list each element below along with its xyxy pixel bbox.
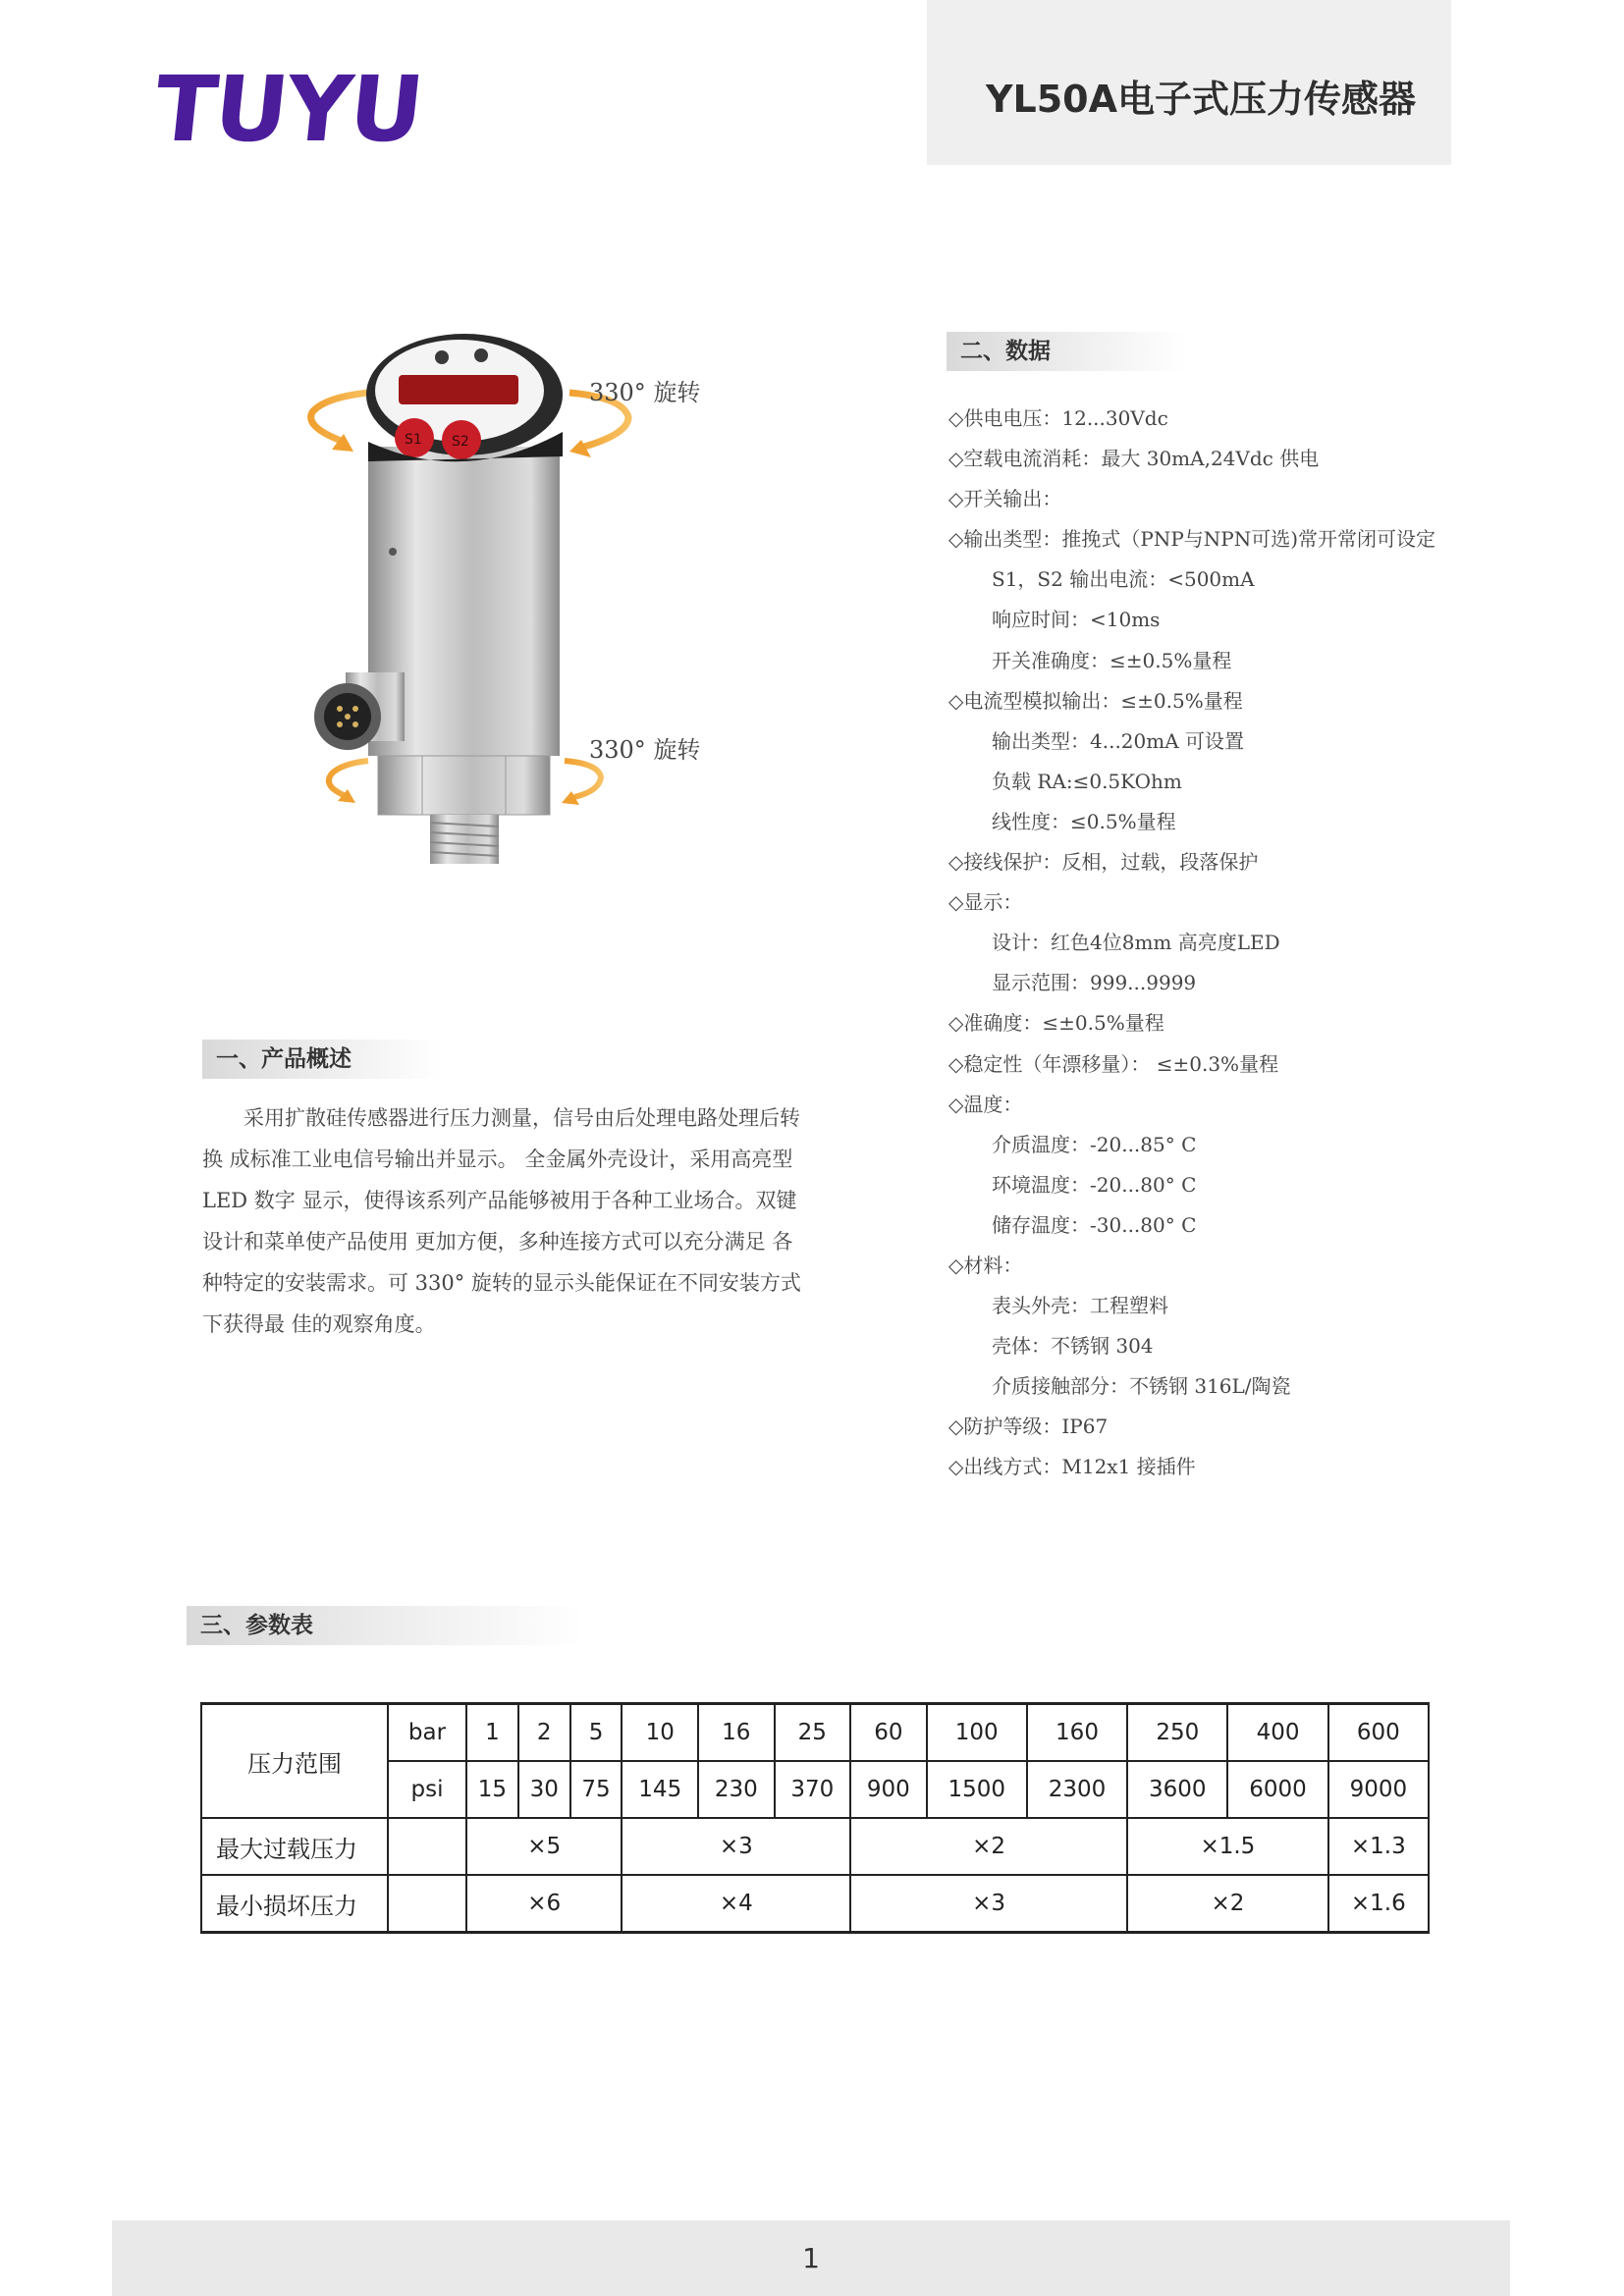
section-header-data: 二、数据 — [947, 332, 1186, 371]
spec-line: ◇稳定性（年漂移量）： ≤±0.3%量程 — [948, 1051, 1279, 1076]
bar-value: 2 — [518, 1704, 570, 1762]
bar-value: 100 — [927, 1704, 1027, 1762]
psi-value: 900 — [850, 1761, 927, 1818]
spec-line: 介质温度：-20...85° C — [992, 1132, 1197, 1156]
bar-value: 160 — [1027, 1704, 1127, 1762]
spec-line: 环境温度：-20...80° C — [992, 1172, 1197, 1197]
burst-value: ×6 — [466, 1875, 622, 1933]
spec-line: 表头外壳：工程塑料 — [992, 1294, 1168, 1318]
section-header-overview: 一、产品概述 — [202, 1040, 442, 1079]
psi-value: 75 — [570, 1761, 623, 1818]
bar-value: 1 — [466, 1704, 518, 1762]
overload-value: ×1.3 — [1328, 1818, 1429, 1875]
overload-value: ×1.5 — [1127, 1818, 1328, 1875]
bar-value: 250 — [1127, 1704, 1227, 1762]
spec-line: 设计：红色4位8mm 高亮度LED — [992, 931, 1280, 955]
psi-value: 230 — [698, 1761, 775, 1818]
bar-value: 10 — [622, 1704, 698, 1762]
psi-unit-label: psi — [388, 1761, 466, 1818]
spec-line: ◇准确度：≤±0.5%量程 — [948, 1011, 1164, 1036]
burst-value: ×2 — [1127, 1875, 1328, 1933]
page-number: 1 — [802, 2242, 820, 2274]
parameter-table — [200, 1702, 1430, 1934]
psi-value: 370 — [775, 1761, 851, 1818]
overload-value: ×3 — [622, 1818, 850, 1875]
page-footer — [112, 2220, 1510, 2296]
psi-value: 3600 — [1127, 1761, 1227, 1818]
spec-line: 线性度：≤0.5%量程 — [992, 809, 1176, 833]
overload-value: ×2 — [850, 1818, 1127, 1875]
rotation-label-bottom: 330° 旋转 — [589, 736, 701, 764]
burst-label: 最小损坏压力 — [201, 1875, 388, 1933]
spec-line: ◇供电电压：12...30Vdc — [948, 406, 1168, 430]
burst-value: ×1.6 — [1328, 1875, 1429, 1933]
bar-value: 60 — [850, 1704, 927, 1762]
rotation-label-top: 330° 旋转 — [589, 379, 701, 406]
spec-line: ◇接线保护：反相，过载，段落保护 — [948, 850, 1259, 875]
table-row-bar — [201, 1704, 1429, 1762]
spec-line: 介质接触部分：不锈钢 316L/陶瓷 — [992, 1374, 1291, 1399]
title-box — [927, 0, 1451, 165]
burst-value: ×3 — [850, 1875, 1127, 1933]
spec-line: ◇温度： — [948, 1092, 1023, 1116]
psi-value: 15 — [466, 1761, 518, 1818]
spec-line: ◇防护等级：IP67 — [948, 1415, 1109, 1439]
psi-value: 6000 — [1227, 1761, 1327, 1818]
button-s2-label: S2 — [452, 434, 469, 450]
bar-value: 400 — [1227, 1704, 1327, 1762]
spec-line: 输出类型：4...20mA 可设置 — [992, 728, 1245, 753]
psi-value: 9000 — [1328, 1761, 1429, 1818]
pressure-range-label: 压力范围 — [201, 1704, 388, 1819]
empty-cell — [388, 1818, 466, 1875]
spec-line: 储存温度：-30...80° C — [992, 1212, 1197, 1237]
empty-cell — [388, 1875, 466, 1933]
spec-line: 负载 RA:≤0.5KOhm — [992, 769, 1182, 793]
overload-label: 最大过载压力 — [201, 1818, 388, 1875]
spec-line: 开关准确度：≤±0.5%量程 — [992, 648, 1232, 672]
bar-value: 25 — [775, 1704, 851, 1762]
spec-line: ◇电流型模拟输出：≤±0.5%量程 — [948, 688, 1243, 713]
spec-line: 响应时间：<10ms — [992, 608, 1161, 632]
spec-line: S1，S2 输出电流：<500mA — [992, 567, 1255, 592]
spec-line: ◇输出类型：推挽式（PNP与NPN可选)常开常闭可设定 — [948, 527, 1436, 552]
overview-paragraph: 采用扩散硅传感器进行压力测量，信号由后处理电路处理后转换 成标准工业电信号输出并显示。 全金属外壳设计，采用高亮型 LED 数字 显示，使得该系列产品能够被用于各种工业场合。双键设计和菜单使产品使用 更加方便，多种连接方式可以充分满足 各种特定的安装需求。可 330° 旋转的显示头能保证在不同安装方式下获得最 佳的观察角度。 — [202, 1106, 801, 1336]
bar-value: 600 — [1328, 1704, 1429, 1762]
spec-line: ◇显示： — [948, 890, 1023, 915]
overview-text-block — [202, 1097, 811, 1345]
table-row-overload — [201, 1818, 1429, 1875]
section-header-params: 三、参数表 — [187, 1606, 583, 1645]
psi-value: 2300 — [1027, 1761, 1127, 1818]
bar-value: 16 — [698, 1704, 775, 1762]
psi-value: 30 — [518, 1761, 570, 1818]
spec-line: ◇开关输出： — [948, 487, 1062, 511]
spec-line: 显示范围：999...9999 — [992, 971, 1197, 995]
psi-value: 145 — [622, 1761, 698, 1818]
burst-value: ×4 — [622, 1875, 850, 1933]
psi-value: 1500 — [927, 1761, 1027, 1818]
button-s1-label: S1 — [405, 432, 422, 448]
spec-line: 壳体：不锈钢 304 — [992, 1334, 1154, 1359]
bar-unit-label: bar — [388, 1704, 466, 1762]
bar-value: 5 — [570, 1704, 623, 1762]
spec-line: ◇空载电流消耗：最大 30mA,24Vdc 供电 — [948, 447, 1320, 471]
overload-value: ×5 — [466, 1818, 622, 1875]
spec-line: ◇出线方式：M12x1 接插件 — [948, 1455, 1196, 1479]
spec-list — [948, 399, 1498, 1488]
table-row-burst — [201, 1875, 1429, 1933]
document-title: YL50A电子式压力传感器 — [985, 78, 1416, 121]
spec-line: ◇材料： — [948, 1253, 1023, 1277]
brand-logo: TUYU — [149, 57, 427, 162]
